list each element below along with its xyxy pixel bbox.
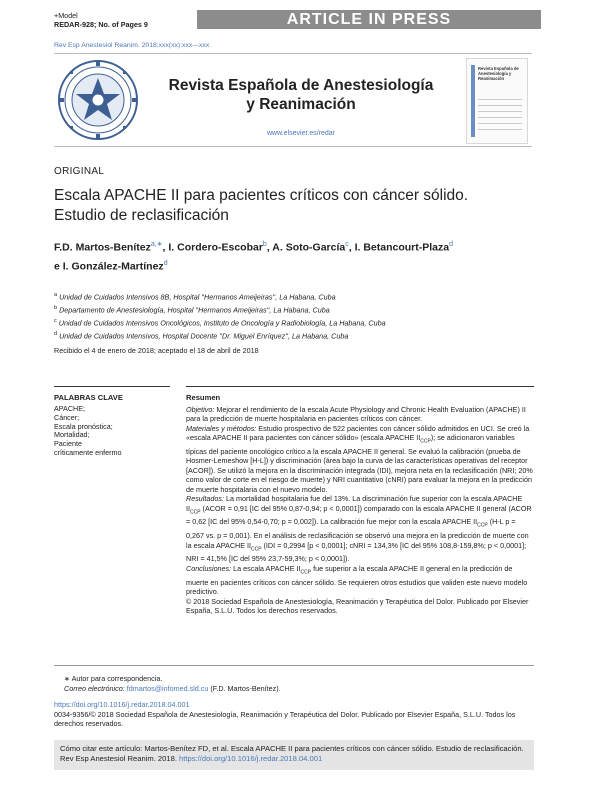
abstract-methods: Materiales y métodos: Estudio prospectivo de 522 pacientes con cáncer sólido admitidos en UCI. Se creó la «escala APACHE II para pacientes con cáncer sólido» (escala APACHE $II_{CCP}$); se adicionaron variables típicas del paciente oncológico crítico a la escala APACHE II general. Se evaluó la calibración (prueba de Hosmer-Lemeshow [H-L]) y discriminación (área bajo la curva de las características operativas del receptor [ACOR]). Se utilizó la mejora en la discriminación integrada (IDI), mejora neta en la reclasificación (NRI; 20% como valor de corte en el riesgo de muerte) y NRI cuantitativo (cNRI) para evaluar la mejora en la predicción de muerte hospitalaria con el nuevo modelo. [186,423,533,494]
keyword: Mortalidad; [54,430,90,440]
keywords-box [54,386,170,458]
affiliation-item: $^d$ Unidad de Cuidados Intensivos, Hospital Docente ''Dr. Miguel Enríquez'', La Habana, Cuba [54,330,349,341]
author: e I. González-Martínez [54,260,164,272]
affiliation-item: $^a$ Unidad de Cuidados Intensivos 8B, Hospital ''Hermanos Ameijeiras'', La Habana, Cuba [54,292,336,302]
corresponding-note: Autor para correspondencia. [71,674,163,683]
how-to-cite-box: Cómo citar este artículo: Martos-Benítez FD, et al. Escala APACHE II para pacientes críticos con cáncer sólido. Estudio de reclasificación. Rev Esp Anestesiol Reanim. 2018. https://doi.org/10.1016/j.redar.2018.04.001 [54,740,534,770]
author-affil-link[interactable]: d [449,241,453,248]
author-list: F.D. Martos-Benítez$^{a,∗}$, I. Cordero-Escobar$^b$, A. Soto-García$^c$, I. Betancourt-Plaza$^d$ e I. González-Martínez$^d$ [54,241,453,272]
copyright-notice: 0034-9356/© 2018 Sociedad Española de Anestesiología, Reanimación y Terapéutica del Dolor. Publicado por Elsevier España, S.L.U. Todos los derechos reservados. [54,710,516,729]
article-title: Escala APACHE II para pacientes críticos con cáncer sólido. Estudio de reclasificación [54,187,469,224]
model-tag: +Model [54,11,78,20]
keyword: Escala pronóstica; [54,421,113,431]
author-affil-link[interactable]: d [163,259,168,267]
author-affil-link[interactable]: b [262,241,267,248]
article-section: ORIGINAL [54,166,105,177]
running-header [54,12,148,29]
journal-cover-thumbnail [466,58,528,144]
affiliation-item: $^c$ Unidad de Cuidados Intensivos Oncológicos, Instituto de Oncología y Radiobiología, La Habana, Cuba [54,317,386,328]
abstract-copyright: © 2018 Sociedad Española de Anestesiología, Reanimación y Terapéutica del Dolor. Publicado por Elsevier España, S.L.U. Todos los derechos reservados. [186,596,529,615]
received-dates: Recibido el 4 de enero de 2018; aceptado el 18 de abril de 2018 [54,346,259,355]
author: I. Betancourt-Plaza [354,241,450,254]
journal-masthead [54,53,532,147]
keywords-heading: PALABRAS CLAVE [54,393,123,402]
cover-title: Revista Española de Anestesiología y Reanimación [478,66,519,81]
society-emblem-icon [57,56,139,144]
author: F.D. Martos-Benítez [54,241,151,254]
author-affil-link[interactable]: a,∗ [150,241,163,248]
page-count: No. of Pages 9 [98,19,148,29]
abstract-heading: Resumen [186,393,221,402]
affiliations [54,290,534,342]
keyword: Paciente [54,439,82,449]
article-in-press-banner: ARTICLE IN PRESS [197,10,541,29]
abstract-results: Resultados: La mortalidad hospitalaria fue del 13%. La discriminación fue superior con la escala APACHE $II_{CCP}$ (ACOR = 0,91 [IC del 95% 0,87-0,94; p < 0,0001]) comparado con la escala APACHE II general (ACOR = 0,62 [IC del 95% 0,54-0,70; p = 0,002]). La calibración fue mejor con la escala APACHE $II_{CCP}$ (H-L p = 0,267 vs. p = 0,001). En el análisis de reclasificación se observó una mejora en la predicción de muerte con la escala APACHE $II_{CCP}$ (IDI = 0,2994 [p < 0,0001]; cNRI = 134,3% [IC del 95% 108,8-159,8%; p < 0,0001]; NRI = 41,5% [IC del 95% 23,7-59,3%; p < 0,0001]). [186,494,532,564]
journal-url[interactable]: www.elsevier.es/redar [266,130,336,137]
author-affil-link[interactable]: c [345,241,349,248]
how-to-cite-doi-link[interactable]: https://doi.org/10.1016/j.redar.2018.04.001 [179,754,323,763]
affiliation-item: $^b$ Departamento de Anestesiología, Hospital ''Hermanos Ameijeiras'', La Habana, Cuba [54,304,330,315]
keyword: críticamente enfermo [54,447,122,457]
footnote: ∗ Autor para correspondencia. Correo electrónico: fdmartos@infomed.sld.cu (F.D. Martos-Benítez). [54,665,534,694]
abstract-objective: Objetivo: Mejorar el rendimiento de la escala Acute Physiology and Chronic Health Evaluation (APACHE) II para la predicción de muerte hospitalaria en pacientes críticos con cáncer. [186,405,526,424]
how-to-cite-label: Cómo citar este artículo: [60,744,143,753]
abstract-conclusions: Conclusiones: La escala APACHE $II_{CCP}$ fue superior a la escala APACHE II general en la predicción de muerte en pacientes críticos con cáncer sólido. Se requieren otros estudios que validen este nuevo modelo predictivo. [186,563,528,597]
doi-link[interactable]: https://doi.org/10.1016/j.redar.2018.04.001 [54,700,190,709]
keyword: Cáncer; [54,412,80,422]
author: A. Soto-García [272,241,346,254]
article-ref: REDAR-928; [54,19,97,29]
keyword: APACHE; [54,404,86,413]
email-link[interactable]: fdmartos@infomed.sld.cu [126,684,209,693]
journal-citation-link[interactable]: Rev Esp Anestesiol Reanim. 2018;xxx(xx):xxx---xxx [54,42,210,49]
abstract [186,386,534,615]
journal-title: Revista Española de Anestesiología y Reanimación [168,77,434,113]
author: I. Cordero-Escobar [168,241,263,254]
